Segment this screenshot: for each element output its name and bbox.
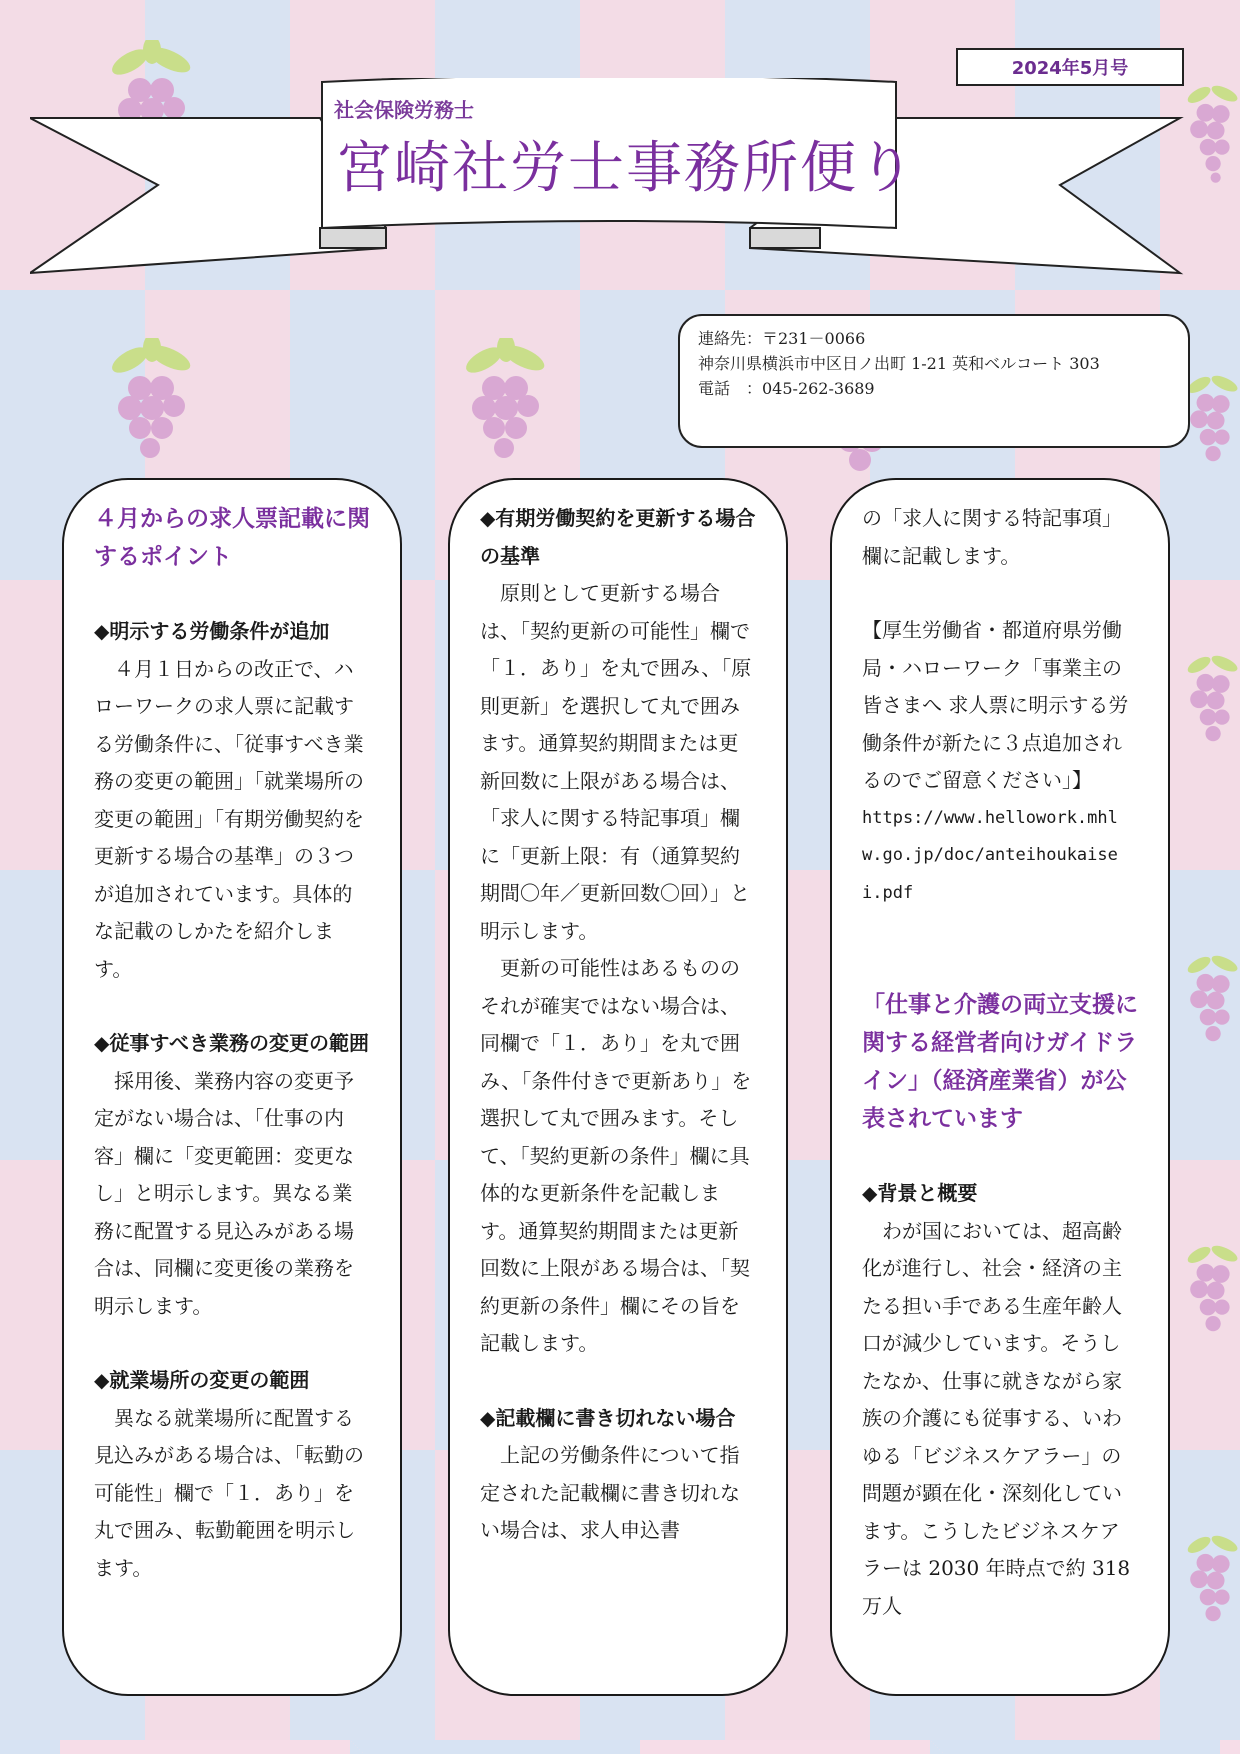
section-heading: ◆就業場所の変更の範囲 (94, 1368, 310, 1392)
contact-address: 神奈川県横浜市中区日ノ出町 1-21 英和ベルコート 303 (698, 354, 1100, 373)
paragraph: 上記の労働条件について指定された記載欄に書き切れない場合は、求人申込書 (480, 1443, 740, 1542)
contact-line: 連絡先：〒231－0066 (698, 329, 866, 348)
grape-decoration-icon (1180, 620, 1240, 790)
article-column-2 (448, 478, 788, 1696)
paragraph: 更新の可能性はあるもののそれが確実ではない場合は、同欄で「１．あり」を丸で囲み、「条件付きで更新あり」を選択して丸で囲みます。そして、「契約更新の条件」欄に具体的な更新条件を記載します。通算契約期間または更新回数に上限がある場合は、「契約更新の条件」欄にその旨を記載します。 (480, 956, 752, 1355)
banner-subtitle: 社会保険労務士 (334, 98, 474, 122)
grape-decoration-icon (454, 338, 564, 478)
article-title: 「仕事と介護の両立支援に関する経営者向けガイドライン」（経済産業省）が公表されています (862, 992, 1138, 1132)
paragraph: の「求人に関する特記事項」欄に記載します。 (862, 506, 1122, 568)
issue-date: 2024年5月号 (956, 48, 1184, 86)
grape-decoration-icon (100, 338, 210, 478)
section-heading: ◆有期労働契約を更新する場合の基準 (480, 506, 756, 568)
section-heading: ◆明示する労働条件が追加 (94, 619, 330, 643)
grape-decoration-icon (1180, 1210, 1240, 1380)
source-citation: 【厚生労働省・都道府県労働局・ハローワーク「事業主の皆さまへ 求人票に明示する労働条件が新たに３点追加されるのでご留意ください」】 (862, 618, 1129, 792)
contact-phone: 電話 ：045-262-3689 (698, 379, 875, 398)
paragraph: 原則として更新する場合は、「契約更新の可能性」欄で「１．あり」を丸で囲み、「原則更新」を選択して丸で囲みます。通算契約期間または更新回数に上限がある場合は、「求人に関する特記事項」欄に「更新上限：有（通算契約期間〇年／更新回数〇回）」と明示します。 (480, 581, 752, 943)
article-column-1 (62, 478, 402, 1696)
section-heading: ◆従事すべき業務の変更の範囲 (94, 1031, 369, 1055)
section-heading: ◆背景と概要 (862, 1181, 978, 1205)
paragraph: ４月１日からの改正で、ハローワークの求人票に記載する労働条件に、「従事すべき業務の変更の範囲」「就業場所の変更の範囲」「有期労働契約を更新する場合の基準」の３つが追加されています。具体的な記載のしかたを紹介します。 (94, 656, 364, 981)
paragraph: 採用後、業務内容の変更予定がない場合は、「仕事の内容」欄に「変更範囲：変更なし」と明示します。異なる業務に配置する見込みがある場合は、同欄に変更後の業務を明示します。 (94, 1068, 354, 1318)
paragraph: 異なる就業場所に配置する見込みがある場合は、「転勤の可能性」欄で「１．あり」を丸で囲み、転勤範囲を明示します。 (94, 1405, 364, 1580)
paragraph: わが国においては、超高齢化が進行し、社会・経済の主たる担い手である生産年齢人口が減少しています。そうしたなか、仕事に就きながら家族の介護にも従事する、いわゆる「ビジネスケアラー」の問題が顕在化・深刻化しています。こうしたビジネスケアラーは 2030 年時点で約 318 万人 (862, 1218, 1131, 1618)
page-title: 宮崎社労士事務所便り (336, 136, 916, 201)
article-column-3 (830, 478, 1170, 1696)
source-url[interactable]: https://www.hellowork.mhlw.go.jp/doc/anteihoukaisei.pdf (862, 807, 1118, 903)
grape-decoration-icon (1180, 1500, 1240, 1670)
section-heading: ◆記載欄に書き切れない場合 (480, 1405, 736, 1430)
contact-box (678, 314, 1190, 448)
grape-decoration-icon (1180, 920, 1240, 1090)
article-title: ４月からの求人票記載に関するポイント (94, 506, 370, 570)
